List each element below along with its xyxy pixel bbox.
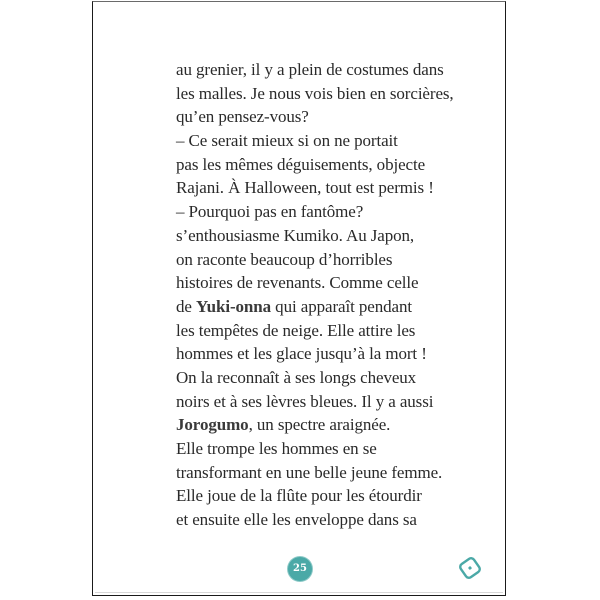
text-line — [176, 82, 476, 106]
text-line — [176, 295, 476, 319]
dice-icon[interactable] — [457, 555, 483, 581]
text-segment: hommes et les glace jusqu’à la mort ! — [176, 344, 427, 364]
text-line — [176, 58, 476, 82]
text-line — [176, 224, 476, 248]
text-segment: de — [176, 296, 196, 316]
text-segment: – Ce serait mieux si on ne portait — [176, 131, 398, 151]
bold-name: Jorogumo — [176, 415, 249, 435]
text-segment: Elle trompe les hommes en se — [176, 439, 377, 458]
text-line — [176, 461, 476, 485]
text-segment: noirs et à ses lèvres bleues. Il y a aussi — [176, 391, 434, 411]
text-segment: s’enthousiasme Kumiko. Au Japon, — [176, 225, 415, 245]
text-segment: on raconte beaucoup d’horribles — [176, 249, 393, 269]
text-line — [176, 248, 476, 272]
text-segment: , un spectre araignée. — [248, 415, 391, 435]
text-line — [176, 366, 476, 390]
text-segment: pas les mêmes déguisements, objecte — [176, 154, 426, 174]
text-segment: qu’en pensez-vous? — [176, 107, 309, 127]
text-line — [176, 319, 476, 343]
book-page — [92, 1, 506, 596]
text-segment: transformant en une belle jeune femme. — [176, 462, 443, 482]
text-line — [176, 484, 476, 508]
text-segment: – Pourquoi pas en fantôme? — [176, 202, 364, 222]
text-line — [176, 105, 476, 129]
text-segment: histoires de revenants. Comme celle — [176, 273, 419, 293]
text-line — [176, 129, 476, 153]
body-text — [176, 58, 476, 532]
text-line — [176, 200, 476, 224]
text-segment: On la reconnaît à ses longs cheveux — [176, 367, 417, 387]
text-line — [176, 508, 476, 532]
text-line — [176, 437, 476, 461]
text-segment: les tempêtes de neige. Elle attire les — [176, 320, 416, 340]
bold-name: Yuki-onna — [196, 296, 272, 316]
text-segment: au grenier, il y a plein de costumes dans — [176, 60, 444, 79]
text-line — [176, 271, 476, 295]
text-line — [176, 413, 476, 437]
text-segment: qui apparaît pendant — [271, 296, 412, 316]
text-line — [176, 390, 476, 414]
text-line — [176, 153, 476, 177]
text-segment: les malles. Je nous vois bien en sorcières, — [176, 83, 454, 103]
text-segment: Rajani. À Halloween, tout est permis ! — [176, 178, 434, 198]
page-number-badge: 25 — [288, 557, 312, 581]
text-line — [176, 342, 476, 366]
text-segment: Elle joue de la flûte pour les étourdir — [176, 486, 422, 506]
text-segment: et ensuite elle les enveloppe dans sa — [176, 510, 417, 530]
text-line — [176, 176, 476, 200]
